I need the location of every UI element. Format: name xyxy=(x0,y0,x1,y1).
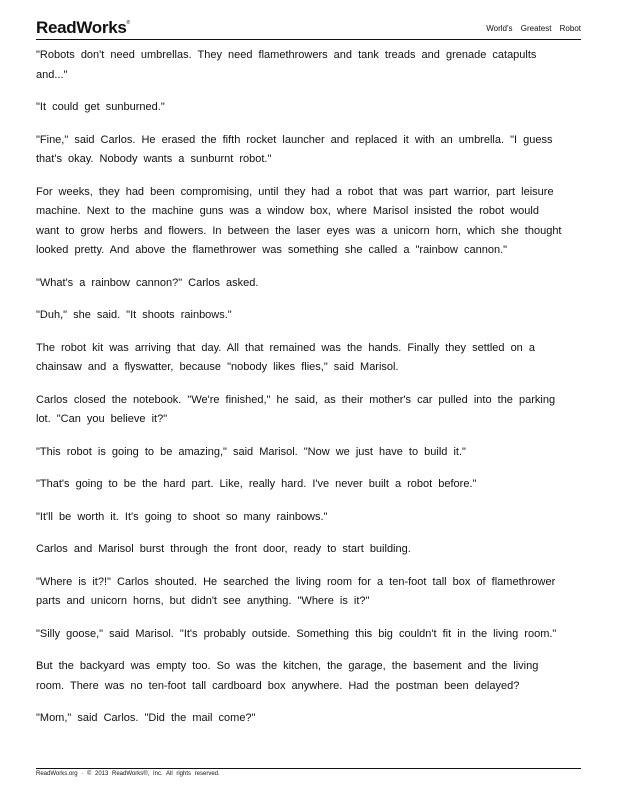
story-title: World's Greatest Robot xyxy=(486,24,581,33)
paragraph: The robot kit was arriving that day. All that remained was the hands. Finally they settled on a chainsaw and a flyswatter, because "nobody likes flies," said Marisol. xyxy=(36,341,535,373)
footer-divider xyxy=(36,768,581,769)
readworks-logo xyxy=(36,18,130,38)
paragraph: For weeks, they had been compromising, until they had a robot that was part warrior, part leisure machine. Next to the machine guns was a window box, where Marisol insisted the robot would want to grow herbs and flowers. In between the laser eyes was a unicorn horn, which she thought looked pretty. And above the flamethrower was something she called a "rainbow cannon." xyxy=(36,185,562,256)
paragraph: "Fine," said Carlos. He erased the fifth rocket launcher and replaced it with an umbrella. "I guess that's okay. Nobody wants a sunburnt robot." xyxy=(36,133,553,165)
paragraph: "Silly goose," said Marisol. "It's probably outside. Something this big couldn't fit in the living room." xyxy=(36,627,557,640)
paragraph: "Duh," she said. "It shoots rainbows." xyxy=(36,309,232,321)
paragraph: "What's a rainbow cannon?" Carlos asked. xyxy=(36,276,259,289)
paragraph: "That's going to be the hard part. Like, really hard. I've never built a robot before." xyxy=(36,478,477,490)
header-divider xyxy=(36,39,581,40)
paragraph: "Where is it?!" Carlos shouted. He searched the living room for a ten-foot tall box of flamethrower parts and unicorn horns, but didn't see anything. "Where is it?" xyxy=(36,575,556,607)
paragraph: "This robot is going to be amazing," said Marisol. "Now we just have to build it." xyxy=(36,445,466,458)
logo-text: ReadWorks xyxy=(36,18,127,37)
logo-registered-mark: ® xyxy=(126,20,130,26)
paragraph: "Robots don't need umbrellas. They need flamethrowers and tank treads and grenade catapults and..." xyxy=(36,49,537,81)
story-body xyxy=(36,46,566,742)
paragraph: "It could get sunburned." xyxy=(36,101,165,113)
paragraph: But the backyard was empty too. So was the kitchen, the garage, the basement and the living room. There was no ten-foot tall cardboard box anywhere. Had the postman been delayed? xyxy=(36,660,539,692)
paragraph: Carlos closed the notebook. "We're finished," he said, as their mother's car pulled into the parking lot. "Can you believe it?" xyxy=(36,393,556,425)
paragraph: "Mom," said Carlos. "Did the mail come?" xyxy=(36,712,256,724)
page-header xyxy=(36,18,581,40)
paragraph: "It'll be worth it. It's going to shoot so many rainbows." xyxy=(36,510,328,523)
paragraph: Carlos and Marisol burst through the front door, ready to start building. xyxy=(36,543,411,555)
copyright-footer: ReadWorks.org · © 2013 ReadWorks®, Inc. All rights reserved. xyxy=(36,771,220,777)
